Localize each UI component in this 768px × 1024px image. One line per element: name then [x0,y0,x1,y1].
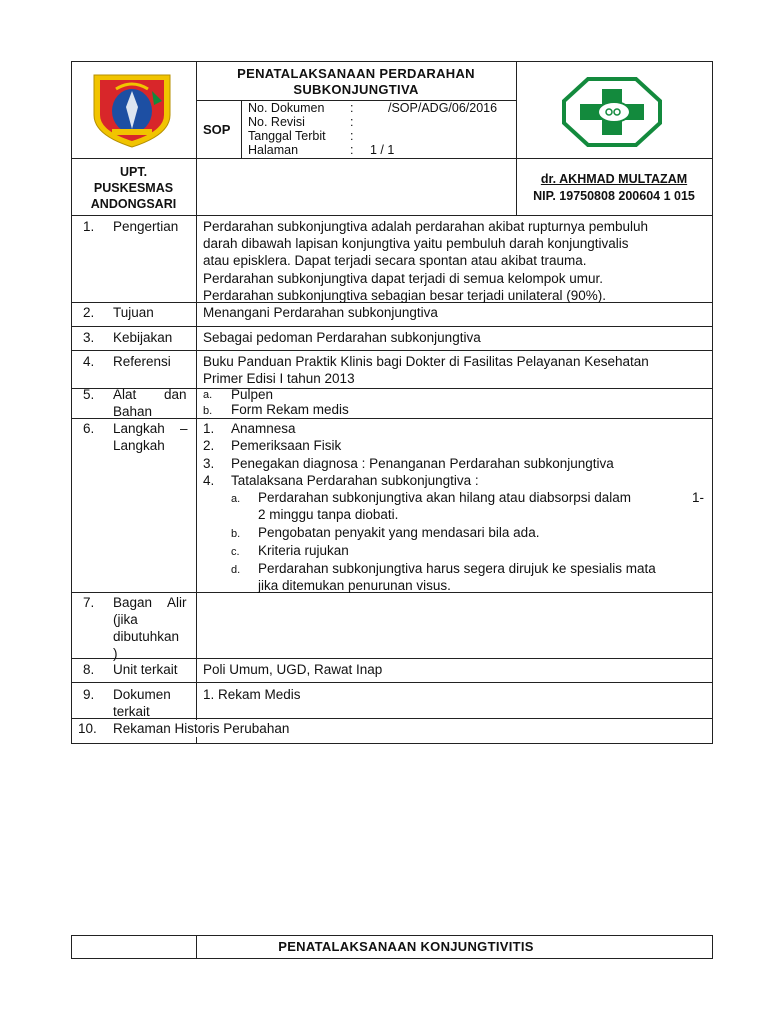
row1-number: 1. [83,219,95,234]
table-border-org-bottom [71,215,713,216]
meta-label-page: Halaman [248,143,299,157]
row6-number: 6. [83,421,95,436]
puskesmas-emblem-logo [562,77,662,147]
next-table-top [71,935,713,936]
row6-sub-c-mark: c. [231,546,240,558]
row7-number: 7. [83,595,95,610]
document-title-line2: SUBKONJUNGTIVA [293,82,419,97]
row6-sub-c-line1: Kriteria rujukan [258,543,349,558]
row9-text: 1. Rekam Medis [203,687,301,702]
row7-label-word2: Alir [167,595,187,610]
next-table-bottom [71,958,713,959]
row8-text: Poli Umum, UGD, Rawat Inap [203,662,383,677]
row9-label-line2: terkait [113,704,150,719]
row6-sub-a-line1-end: 1- [692,490,705,505]
table-border-top [71,61,713,62]
signer-name: dr. AKHMAD MULTAZAM [540,172,688,186]
row1-line4: Perdarahan subkonjungtiva dapat terjadi di semua kelompok umur. [203,271,603,286]
row6-sub-a-mark: a. [231,493,241,505]
document-title-line1: PENATALAKSANAAN PERDARAHAN [237,66,475,81]
row7-label-line3: dibutuhkan [113,629,180,644]
sop-divider [241,100,242,158]
next-document-title: PENATALAKSANAAN KONJUNGTIVITIS [278,939,534,954]
header-divider-1 [196,61,197,744]
row5-label-word2: dan [164,387,187,402]
row1-line3: atau episklera. Dapat terjadi secara spontan atau akibat trauma. [203,253,587,268]
meta-sep-page: : [350,143,354,157]
meta-value-doc-number: /SOP/ADG/06/2016 [388,101,498,115]
table-border-header-bottom [71,158,713,159]
org-name-line1: UPT. [119,165,148,179]
next-table-left [71,935,72,959]
row1-line2: darah dibawah lapisan konjungtiva yaitu pembuluh darah konjungtivalis [203,236,629,251]
regional-emblem-logo [88,71,176,149]
meta-label-doc-number: No. Dokumen [248,101,325,115]
row3-number: 3. [83,330,95,345]
row8-number: 8. [83,662,95,677]
row1-line1: Perdarahan subkonjungtiva adalah perdarahan akibat rupturnya pembuluh [203,219,649,234]
row6-sub-b-line1: Pengobatan penyakit yang mendasari bila ada. [258,525,540,540]
row6-label-line2: Langkah [113,438,165,453]
row6-step3-text: Penegakan diagnosa : Penanganan Perdarahan subkonjungtiva [231,456,614,471]
row6-step4-text: Tatalaksana Perdarahan subkonjungtiva : [231,473,479,488]
row2-text: Menangani Perdarahan subkonjungtiva [203,305,438,320]
row10-number: 10. [78,721,97,736]
row5-number: 5. [83,387,95,402]
row5-label-word1: Alat [113,387,137,402]
row-divider-7 [71,658,713,659]
row-divider-2 [71,326,713,327]
org-name-line2: PUSKESMAS [93,181,174,195]
row6-step2-mark: 2. [203,438,215,453]
row-divider-9 [71,718,713,719]
row2-label: Tujuan [113,305,154,320]
table-border-bottom [71,743,713,744]
row6-step3-mark: 3. [203,456,215,471]
row2-number: 2. [83,305,95,320]
row7-label-line2: (jika [113,612,138,627]
row6-step4-mark: 4. [203,473,215,488]
row-divider-5 [71,418,713,419]
row9-label-line1: Dokumen [113,687,171,702]
row4-line2: Primer Edisi I tahun 2013 [203,371,355,386]
meta-sep-revision: : [350,115,354,129]
row6-sub-d-mark: d. [231,564,241,576]
row7-label-line4: ) [113,646,118,661]
meta-value-page: 1 / 1 [370,143,395,157]
row6-step2-text: Pemeriksaan Fisik [231,438,342,453]
row5-item1-text: Pulpen [231,387,274,402]
row9-number: 9. [83,687,95,702]
row5-item2-text: Form Rekam medis [231,402,349,417]
signer-nip: NIP. 19750808 200604 1 015 [533,189,695,203]
row5-item2-mark: b. [203,405,213,417]
row4-number: 4. [83,354,95,369]
row6-label-word2: – [180,421,188,436]
row10-label: Rekaman Historis Perubahan [113,721,290,736]
meta-sep-doc-number: : [350,101,354,115]
row1-label: Pengertian [113,219,179,234]
row3-text: Sebagai pedoman Perdarahan subkonjungtiva [203,330,481,345]
row4-label: Referensi [113,354,171,369]
row6-sub-b-mark: b. [231,528,241,540]
row3-label: Kebijakan [113,330,173,345]
next-table-right [712,935,713,959]
row6-step1-text: Anamnesa [231,421,296,436]
row1-line5: Perdarahan subkonjungtiva sebagian besar terjadi unilateral (90%). [203,288,607,303]
sop-label: SOP [203,122,231,137]
row6-step1-mark: 1. [203,421,215,436]
row6-label-word1: Langkah [113,421,165,436]
row-divider-3 [71,350,713,351]
meta-label-revision: No. Revisi [248,115,305,129]
row5-label-line2: Bahan [113,404,153,419]
row-divider-8 [71,682,713,683]
row5-item1-mark: a. [203,389,213,401]
row8-label: Unit terkait [113,662,178,677]
meta-sep-issue-date: : [350,129,354,143]
row4-line1: Buku Panduan Praktik Klinis bagi Dokter di Fasilitas Pelayanan Kesehatan [203,354,649,369]
row6-sub-d-line1: Perdarahan subkonjungtiva harus segera dirujuk ke spesialis mata [258,561,656,576]
row6-sub-a-line2: 2 minggu tanpa diobati. [258,507,399,522]
row6-sub-d-line2: jika ditemukan penurunan visus. [258,578,451,593]
row6-sub-a-line1: Perdarahan subkonjungtiva akan hilang atau diabsorpsi dalam [258,490,632,505]
table-border-right [712,61,713,744]
row7-label-word1: Bagan [113,595,153,610]
meta-label-issue-date: Tanggal Terbit [248,129,326,143]
org-name-line3: ANDONGSARI [90,197,177,211]
